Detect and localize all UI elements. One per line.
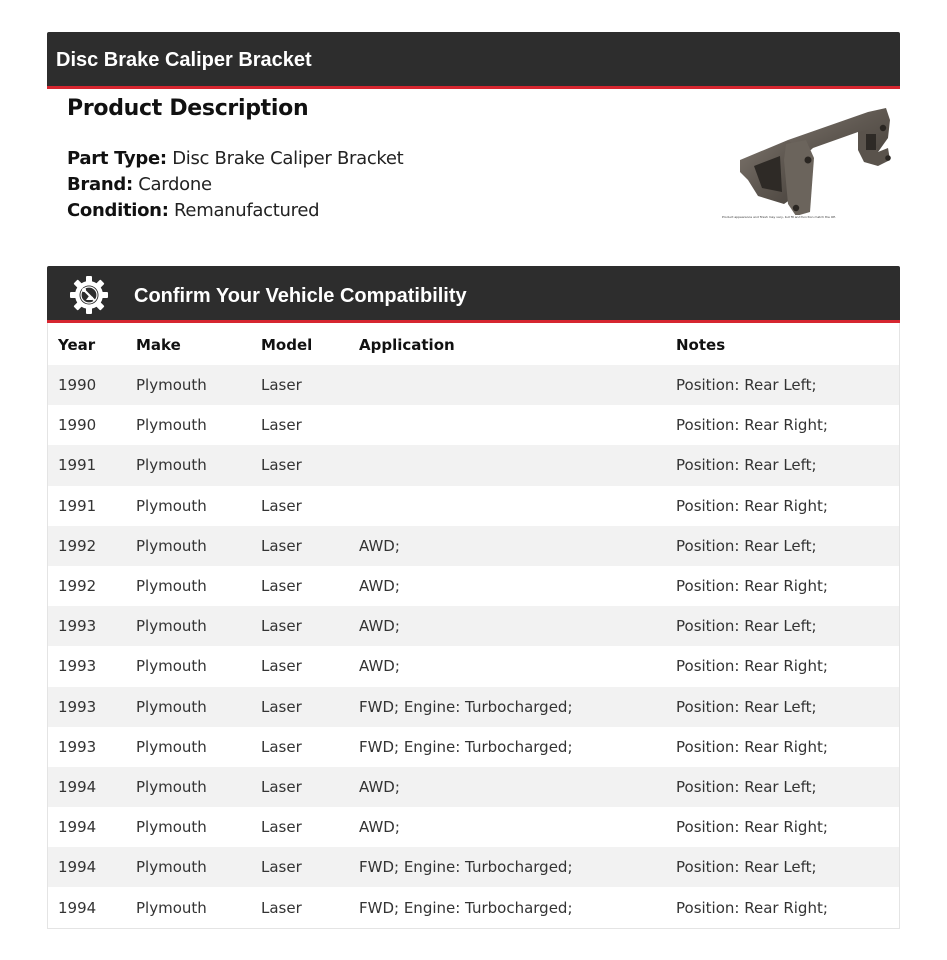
product-title: Disc Brake Caliper Bracket	[56, 49, 312, 71]
cell-make: Plymouth	[136, 858, 207, 877]
description-heading: Product Description	[67, 96, 309, 121]
cell-make: Plymouth	[136, 496, 207, 515]
spec-value: Cardone	[132, 174, 212, 195]
cell-year: 1991	[58, 496, 97, 515]
cell-make: Plymouth	[136, 536, 207, 555]
cell-year: 1991	[58, 456, 97, 475]
cell-notes: Position: Rear Right;	[676, 496, 828, 515]
cell-make: Plymouth	[136, 898, 207, 917]
cell-notes: Position: Rear Right;	[676, 416, 828, 435]
product-title-bar	[47, 32, 900, 89]
table-row	[48, 486, 899, 526]
cell-model: Laser	[261, 657, 302, 676]
cell-year: 1993	[58, 657, 97, 676]
cell-application	[359, 365, 676, 405]
cell-application: FWD; Engine: Turbocharged;	[359, 697, 573, 716]
cell-make: Plymouth	[136, 416, 207, 435]
cell-model: Laser	[261, 737, 302, 756]
table-row	[48, 807, 899, 847]
cell-application	[359, 486, 676, 526]
spec-value: Disc Brake Caliper Bracket	[166, 148, 404, 169]
cell-model: Laser	[261, 376, 302, 395]
cell-make: Plymouth	[136, 617, 207, 636]
spec-label: Brand:	[67, 174, 133, 195]
compatibility-title: Confirm Your Vehicle Compatibility	[134, 285, 467, 307]
spec-brand	[67, 172, 687, 198]
cell-make: Plymouth	[136, 697, 207, 716]
cell-make: Plymouth	[136, 577, 207, 596]
cell-model: Laser	[261, 898, 302, 917]
cell-make: Plymouth	[136, 737, 207, 756]
table-row	[48, 767, 899, 807]
cell-application: AWD;	[359, 818, 400, 837]
gear-icon	[69, 275, 109, 315]
cell-model: Laser	[261, 858, 302, 877]
cell-application	[359, 445, 676, 485]
column-header-year: Year	[58, 336, 96, 354]
cell-model: Laser	[261, 777, 302, 796]
cell-application: AWD;	[359, 577, 400, 596]
cell-model: Laser	[261, 697, 302, 716]
cell-year: 1990	[58, 416, 97, 435]
cell-notes: Position: Rear Left;	[676, 536, 817, 555]
cell-notes: Position: Rear Left;	[676, 617, 817, 636]
cell-notes: Position: Rear Left;	[676, 456, 817, 475]
table-header-row	[48, 323, 899, 365]
column-header-notes: Notes	[676, 336, 726, 354]
product-specs	[67, 146, 687, 224]
caliper-bracket-image	[718, 100, 898, 215]
table-row	[48, 847, 899, 887]
cell-year: 1994	[58, 898, 97, 917]
table-row	[48, 445, 899, 485]
column-header-make: Make	[136, 336, 181, 354]
product-image	[718, 100, 898, 224]
cell-model: Laser	[261, 577, 302, 596]
cell-make: Plymouth	[136, 657, 207, 676]
cell-notes: Position: Rear Right;	[676, 657, 828, 676]
cell-application: AWD;	[359, 536, 400, 555]
cell-make: Plymouth	[136, 456, 207, 475]
column-header-model: Model	[261, 336, 313, 354]
cell-year: 1992	[58, 577, 97, 596]
cell-notes: Position: Rear Left;	[676, 777, 817, 796]
cell-model: Laser	[261, 416, 302, 435]
table-row	[48, 526, 899, 566]
cell-application: AWD;	[359, 657, 400, 676]
cell-model: Laser	[261, 818, 302, 837]
table-row	[48, 405, 899, 445]
cell-model: Laser	[261, 496, 302, 515]
cell-notes: Position: Rear Right;	[676, 577, 828, 596]
cell-year: 1993	[58, 617, 97, 636]
cell-year: 1993	[58, 737, 97, 756]
cell-year: 1994	[58, 818, 97, 837]
product-description	[67, 96, 687, 224]
cell-application: AWD;	[359, 777, 400, 796]
compatibility-header	[47, 266, 900, 323]
cell-year: 1992	[58, 536, 97, 555]
cell-notes: Position: Rear Left;	[676, 858, 817, 877]
cell-notes: Position: Rear Left;	[676, 697, 817, 716]
table-row	[48, 646, 899, 686]
table-row	[48, 566, 899, 606]
cell-application: FWD; Engine: Turbocharged;	[359, 737, 573, 756]
cell-year: 1993	[58, 697, 97, 716]
cell-make: Plymouth	[136, 777, 207, 796]
spec-part-type	[67, 146, 687, 172]
table-row	[48, 606, 899, 646]
cell-year: 1990	[58, 376, 97, 395]
table-row	[48, 727, 899, 767]
spec-condition	[67, 198, 687, 224]
cell-make: Plymouth	[136, 376, 207, 395]
cell-notes: Position: Rear Left;	[676, 376, 817, 395]
cell-year: 1994	[58, 858, 97, 877]
cell-model: Laser	[261, 617, 302, 636]
cell-application: AWD;	[359, 617, 400, 636]
cell-notes: Position: Rear Right;	[676, 818, 828, 837]
cell-application: FWD; Engine: Turbocharged;	[359, 898, 573, 917]
spec-value: Remanufactured	[168, 200, 320, 221]
spec-label: Condition:	[67, 200, 169, 221]
column-header-application: Application	[359, 336, 455, 354]
cell-application	[359, 405, 676, 445]
spec-label: Part Type:	[67, 148, 167, 169]
cell-model: Laser	[261, 456, 302, 475]
image-caption: Product appearance and finish may vary, but fit and function match the OE.	[722, 215, 837, 219]
table-row	[48, 365, 899, 405]
cell-notes: Position: Rear Right;	[676, 737, 828, 756]
cell-model: Laser	[261, 536, 302, 555]
compatibility-table	[47, 323, 900, 929]
table-row	[48, 887, 899, 927]
cell-make: Plymouth	[136, 818, 207, 837]
cell-application: FWD; Engine: Turbocharged;	[359, 858, 573, 877]
cell-notes: Position: Rear Right;	[676, 898, 828, 917]
cell-year: 1994	[58, 777, 97, 796]
table-row	[48, 687, 899, 727]
